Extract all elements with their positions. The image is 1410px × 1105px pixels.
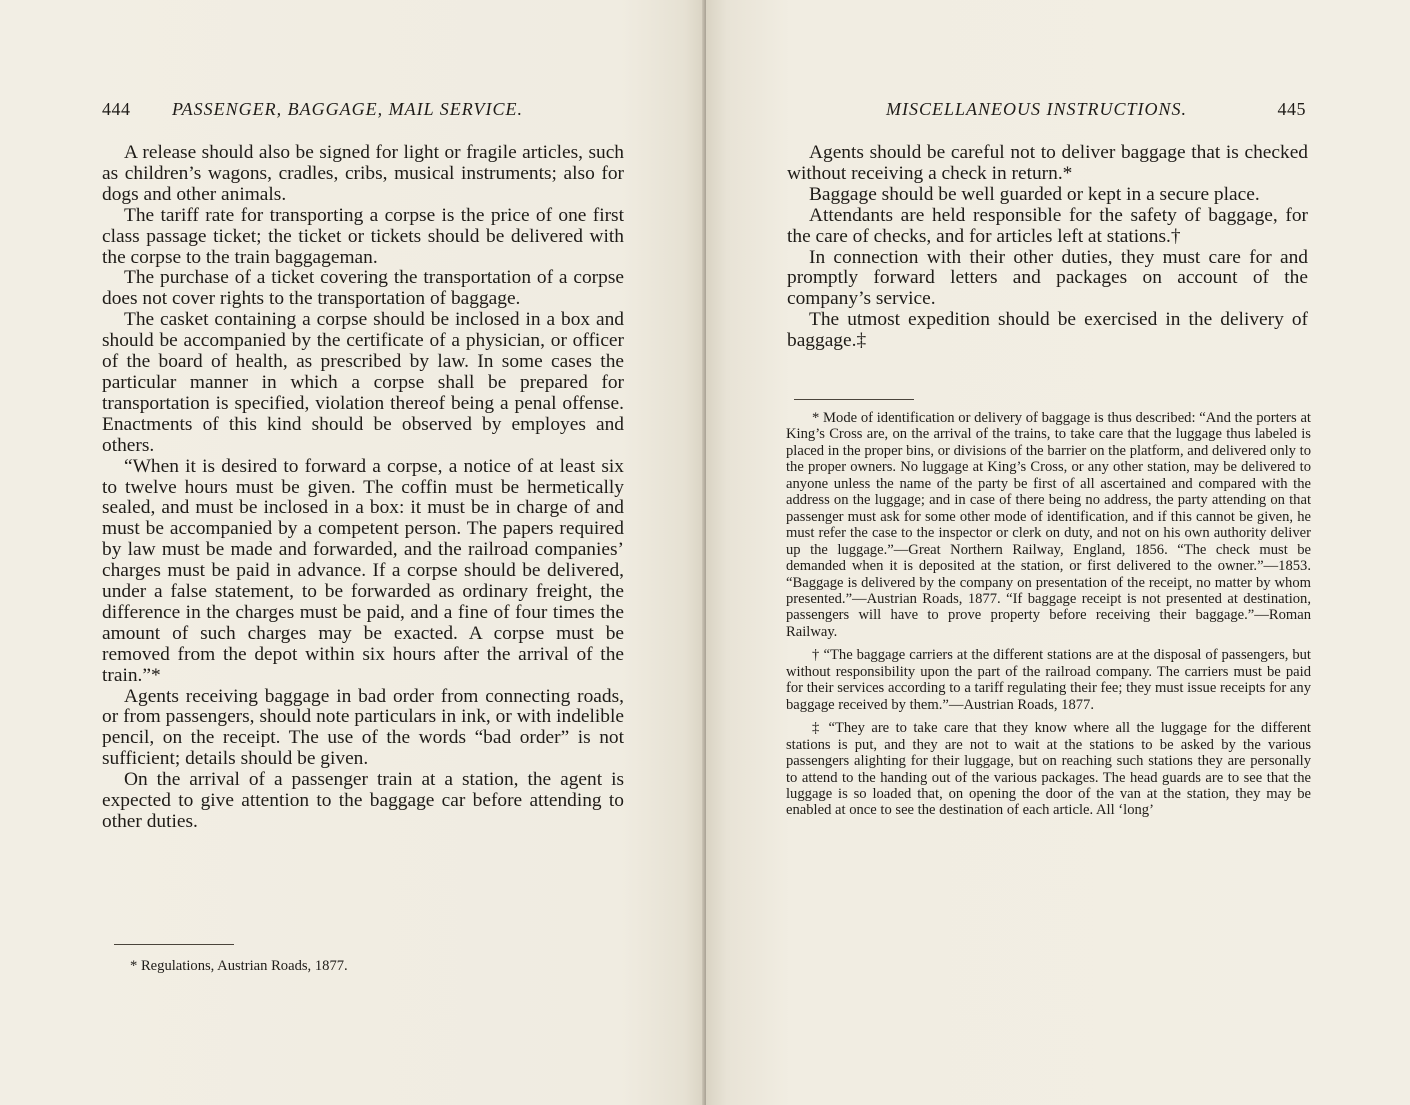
left-running-title: PASSENGER, BAGGAGE, MAIL SERVICE.: [172, 99, 523, 119]
paragraph: Agents should be careful not to deliver baggage that is checked without receiving a check in return.*: [787, 142, 1308, 184]
paragraph: The utmost expedition should be exercised in the delivery of baggage.‡: [787, 309, 1308, 352]
left-running-head: [102, 99, 622, 125]
footnote: ‡ “They are to take care that they know where all the luggage for the different stations is put, and they are not to wait at the stations to be asked by the various passengers alighting for their luggage, but on reaching such stations they are personally to attend to the handing out of the various packages. The head guards are to see that the luggage is so loaded that, on opening the door of the van at the station, they may be enabled at once to see the destination of each article. All ‘long’: [786, 720, 1311, 819]
right-running-head: [788, 99, 1318, 125]
paragraph: Baggage should be well guarded or kept in a secure place.: [809, 183, 1260, 205]
left-page-number: 444: [102, 99, 131, 119]
footnote-rule: [114, 944, 234, 945]
right-footnotes: [786, 410, 1311, 819]
right-running-title: MISCELLANEOUS INSTRUCTIONS.: [886, 99, 1188, 119]
footnote: * Mode of identification or delivery of baggage is thus described: “And the porters at King’s Cross are, on the arrival of the trains, to take care that the luggage thus labeled is placed in the proper bins, or divisions of the barrier on the platform, and delivered only to the proper owners. No luggage at King’s Cross, or any other station, may be delivered to anyone unless the name of the party be first of all ascertained and compared with the address on the luggage; and in case of there being no address, the party attending on that passenger must ask for some other mode of identification, and if this cannot be given, he must refer the case to the inspector or clerk on duty, and not on his own authority deliver up the luggage.”—Great Northern Railway, England, 1856. “The check must be demanded when it is deposited at the station, or first delivered to the owner.”—1853. “Baggage is delivered by the company on presentation of the receipt, no matter by whom presented.”—Austrian Roads, 1877. “If baggage receipt is not presented at destination, passengers will have to prove property before receiving their baggage.”—Roman Railway.: [786, 410, 1311, 640]
paragraph: “When it is desired to forward a corpse, a notice of at least six to twelve hours must be given. The coffin must be hermetically sealed, and must be inclosed in a box: it must be in charge of and must be accompanied by a competent person. The papers required by law must be made and forwarded, and the railroad companies’ charges must be paid in advance. If a corpse should be delivered, under a false statement, to be forwarded as ordinary freight, the difference in the charges must be paid, and a fine of four times the amount of such charges may be exacted. A corpse must be removed from the depot within six hours after the arrival of the train.”*: [102, 455, 624, 686]
paragraph: The casket containing a corpse should be inclosed in a box and should be accompanied by the certificate of a physician, or officer of the board of health, as prescribed by law. In some cases the particular manner in which a corpse shall be prepared for transportation is specified, violation thereof being a penal offense. Enactments of this kind should be observed by employes and others.: [102, 309, 624, 456]
paragraph: The purchase of a ticket covering the transportation of a corpse does not cover rights to the transportation of baggage.: [102, 267, 624, 310]
right-body-text: [787, 143, 1308, 352]
left-footnotes: [102, 958, 624, 974]
paragraph: A release should also be signed for light or fragile articles, such as children’s wagons, cradles, cribs, musical instruments; also for dogs and other animals.: [102, 142, 624, 205]
left-body-text: [102, 143, 624, 833]
paragraph: Agents receiving baggage in bad order from connecting roads, or from passengers, should note particulars in ink, or with indelible pencil, on the receipt. The use of the words “bad order” is not sufficient; details should be given.: [102, 685, 624, 770]
footnote: * Regulations, Austrian Roads, 1877.: [130, 958, 348, 974]
paragraph: On the arrival of a passenger train at a station, the agent is expected to give attention to the baggage car before attending to other duties.: [102, 769, 624, 832]
footnote-rule: [794, 399, 914, 400]
paragraph: In connection with their other duties, they must care for and promptly forward letters and packages on account of the company’s service.: [787, 246, 1308, 310]
footnote: † “The baggage carriers at the different stations are at the disposal of passengers, but without responsibility upon the part of the railroad company. The carriers must be paid for their services according to a tariff regulating their fee; they must issue receipts for any baggage received by them.”—Austrian Roads, 1877.: [786, 647, 1311, 713]
right-page-number: 445: [1277, 99, 1306, 119]
paragraph: Attendants are held responsible for the safety of baggage, for the care of checks, and for articles left at stations.†: [787, 204, 1308, 247]
paragraph: The tariff rate for transporting a corpse is the price of one first class passage ticket; the ticket or tickets should be delivered with the corpse to the train baggageman.: [102, 204, 624, 268]
right-page: [706, 0, 1410, 1105]
